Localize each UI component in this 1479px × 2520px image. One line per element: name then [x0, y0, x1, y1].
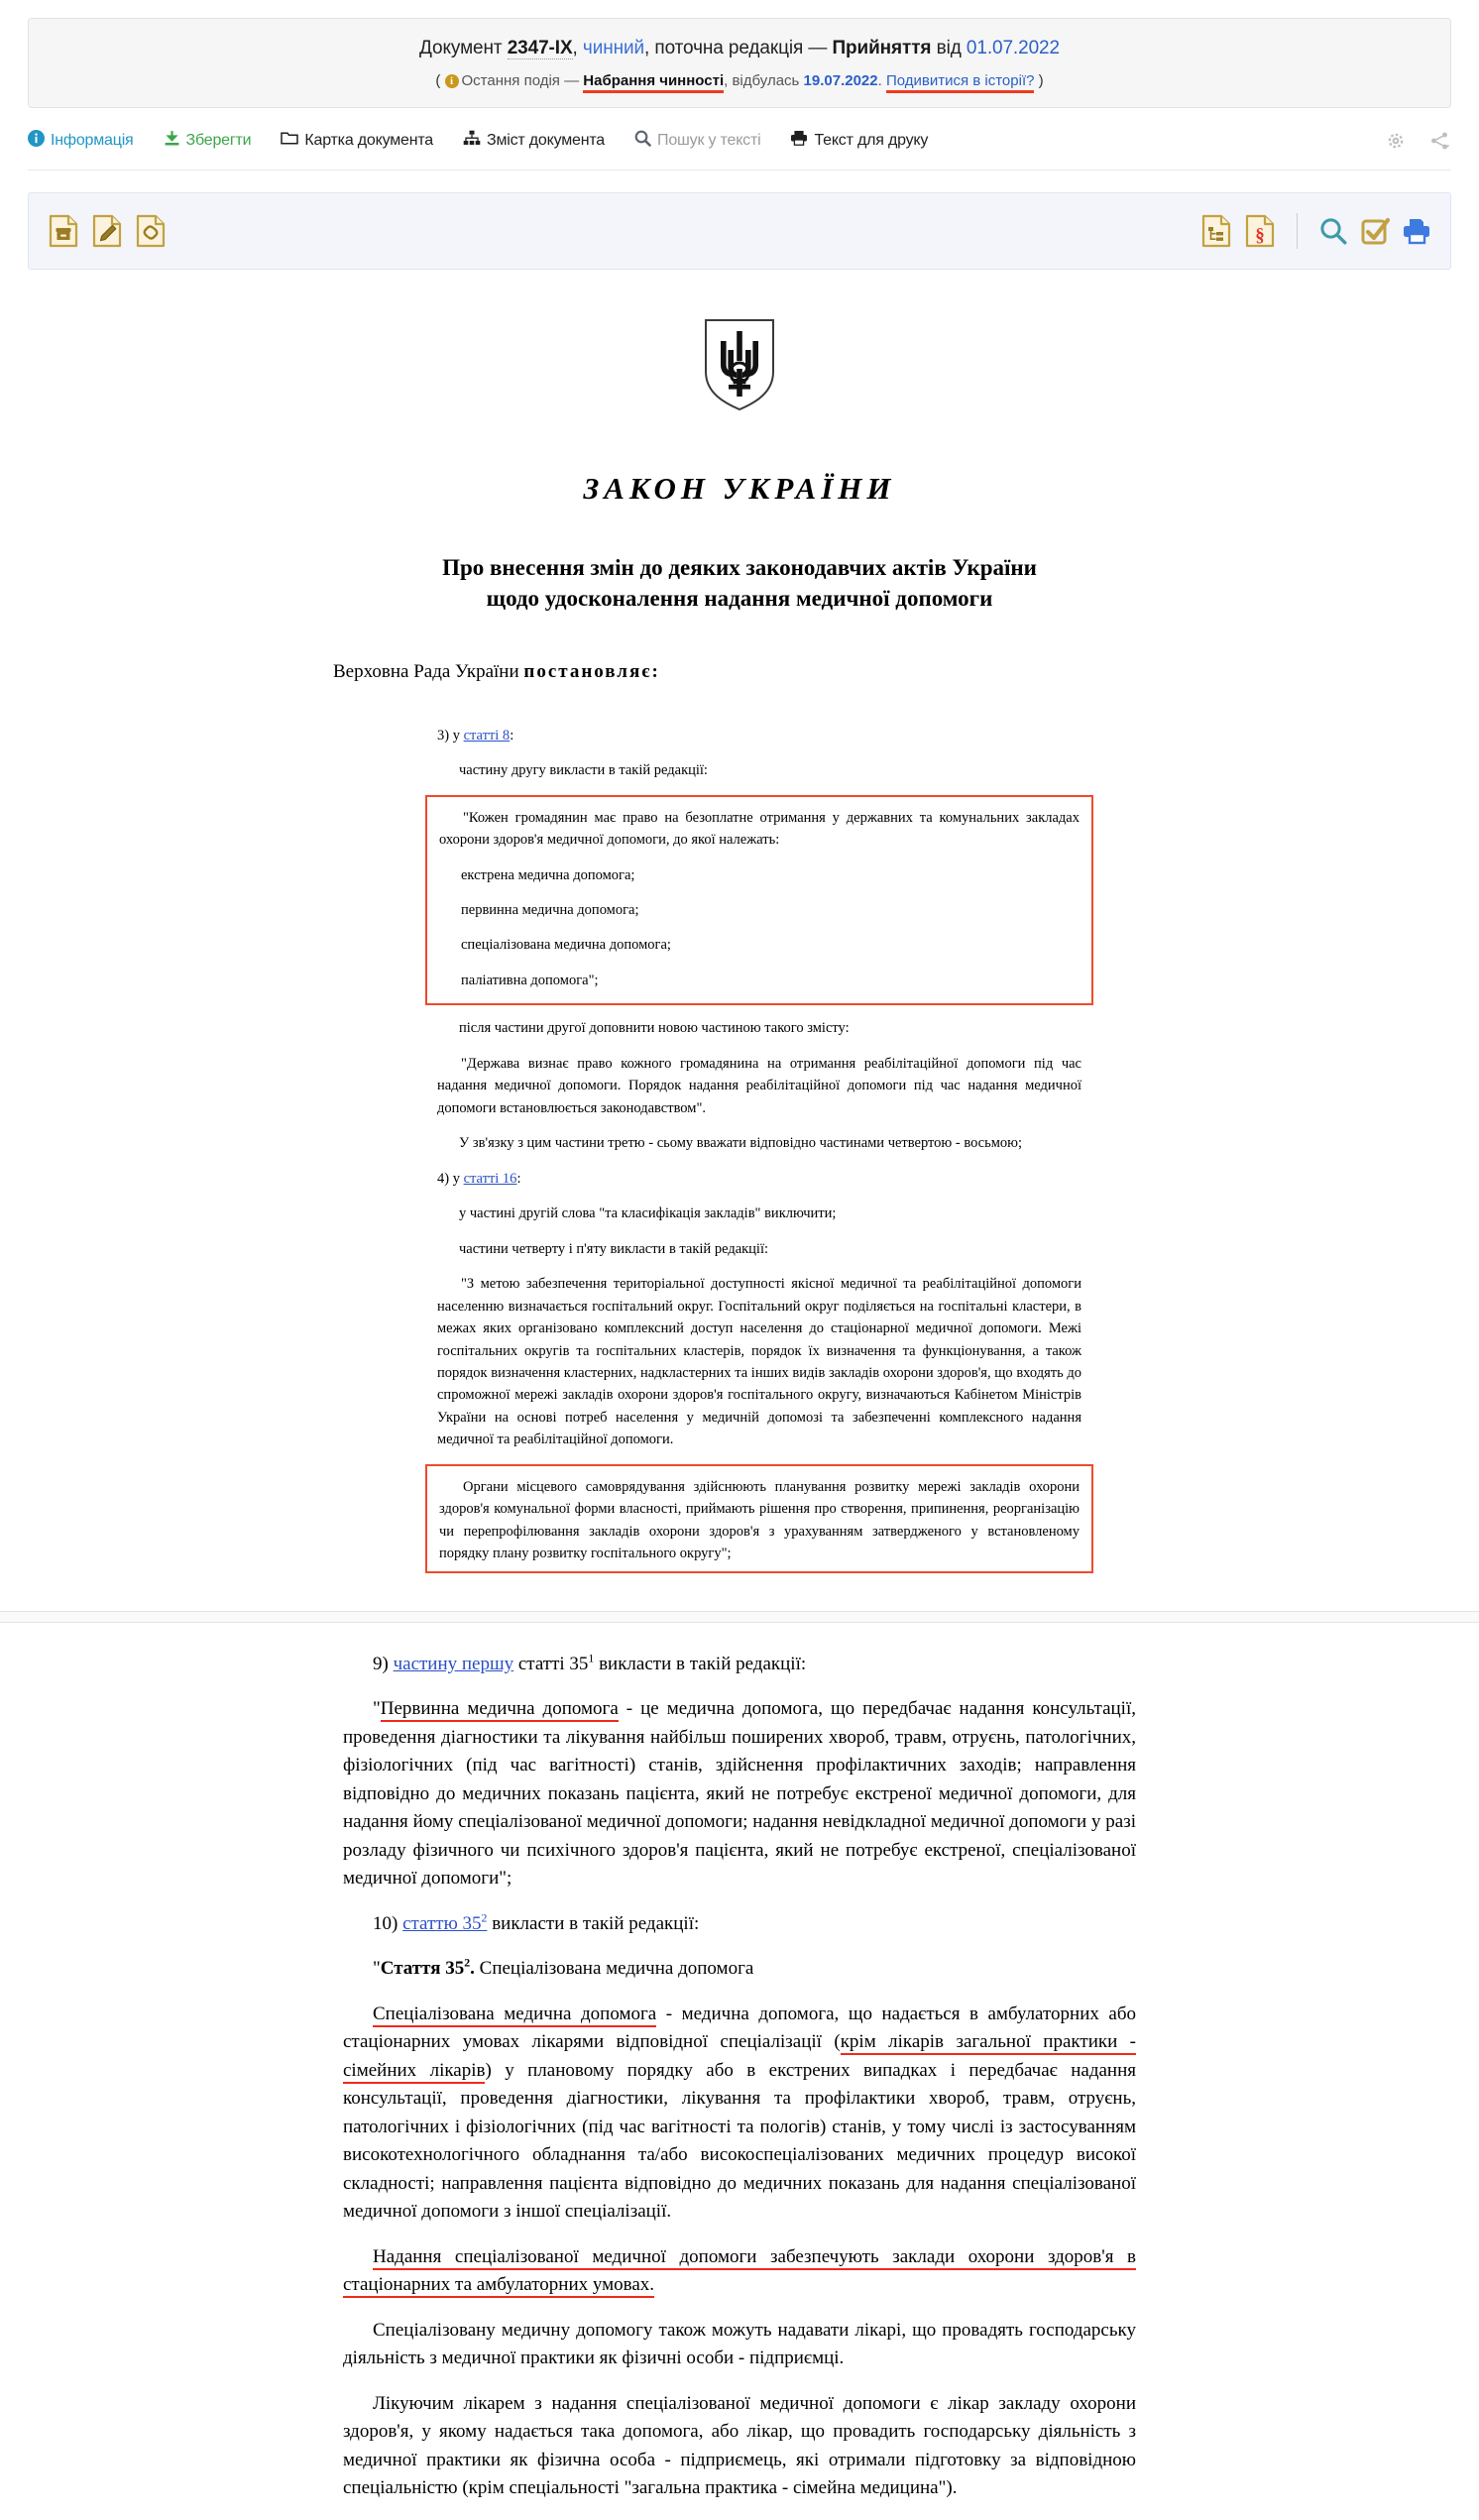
document-archive-icon[interactable] [47, 214, 80, 248]
item-10-prefix: 10) [373, 1912, 403, 1934]
article-number: Стаття 35 [380, 1958, 465, 1980]
document-toolbar [28, 130, 1451, 171]
iconbar-left-group [47, 214, 168, 248]
toolbar-item-label: Інформація [51, 131, 134, 149]
preamble-bold: постановляє: [523, 660, 660, 682]
toolbar-item-label: Пошук у тексті [657, 131, 761, 149]
document-structure-icon[interactable] [1199, 214, 1233, 248]
toolbar-item-label: Картка документа [304, 131, 433, 149]
link-article-16[interactable]: статті 16 [463, 1170, 517, 1187]
folder-icon [281, 130, 298, 151]
view-history-link[interactable]: Подивитися в історії? [886, 72, 1035, 93]
link-article-8[interactable]: статті 8 [463, 727, 511, 744]
period: . [877, 71, 886, 89]
boxed-paragraph: паліативна допомога"; [461, 972, 599, 988]
page-title: ЗАКОН УКРАЇНИ [583, 470, 896, 506]
item-9-superscript: 1 [588, 1652, 595, 1665]
toolbar-item-document-card[interactable] [281, 130, 433, 151]
preamble [333, 661, 1479, 683]
item-10-suffix: викласти в такій редакції: [487, 1912, 700, 1934]
wide-column-wrapper [0, 1623, 1479, 2520]
law-subtitle-line2: щодо удосконалення надання медичної допомоги [486, 585, 993, 611]
document-edit-icon[interactable] [90, 214, 124, 248]
item-9-prefix: 9) [373, 1653, 394, 1674]
toolbar-item-save[interactable] [164, 130, 252, 152]
document-page [0, 18, 1479, 2520]
renumber-paragraph: У зв'язку з цим частини третю - сьому вважати відповідно частинами четвертою - восьмою; [459, 1135, 1023, 1152]
law-document [0, 270, 1479, 2520]
item-3-heading [437, 725, 1081, 746]
printer-icon [790, 130, 808, 151]
article-35-2-heading [343, 1955, 1136, 1984]
toolbar-item-search-in-text[interactable] [634, 130, 760, 152]
checkbox-checked-icon[interactable] [1359, 215, 1391, 247]
document-status-banner [28, 18, 1451, 108]
status-middle: , поточна редакція — [644, 38, 833, 58]
after-part-two-note: після частини другої доповнити новою частиною такого змісту: [459, 1020, 850, 1037]
printer-icon[interactable] [1401, 215, 1432, 247]
iconbar-right-group [1199, 213, 1432, 249]
article-title: Спеціалізована медична допомога [479, 1958, 754, 1980]
link-article-35-2-superscript: 2 [481, 1911, 488, 1925]
boxed-paragraph: екстрена медична допомога; [461, 866, 635, 883]
highlight-box-local-government [425, 1464, 1093, 1573]
item-3-suffix: : [510, 727, 514, 744]
page-separator [0, 1611, 1479, 1623]
gear-icon[interactable] [1386, 131, 1406, 151]
edit-part-two-note: частину другу викласти в такій редакції: [459, 762, 708, 779]
happened-label: , відбулась [724, 71, 804, 89]
search-icon [634, 130, 651, 152]
law-subtitle [373, 552, 1106, 614]
info-icon: i [445, 74, 459, 88]
toolbar-item-table-of-contents[interactable] [463, 130, 605, 151]
status-from: від [931, 38, 967, 58]
sitemap-icon [463, 130, 481, 151]
status-prefix: Документ [419, 38, 508, 58]
specialized-care-definition [343, 2001, 1136, 2227]
item-4-heading [437, 1168, 1081, 1190]
provision-facilities-paragraph [343, 2243, 1136, 2300]
toolbar-item-information[interactable] [28, 130, 134, 152]
highlight-box-part-two [425, 795, 1093, 1006]
status-edition-date: 01.07.2022 [966, 38, 1060, 58]
toolbar-item-printable-text[interactable] [790, 130, 928, 151]
specialized-care-exception: крім лікарів загальної практики - сімейних лікарів [343, 2031, 1136, 2084]
toolbar-right-group [1386, 131, 1451, 151]
preamble-prefix: Верховна Рада України [333, 660, 524, 682]
state-recognizes-paragraph: "Держава визнає право кожного громадянина на отримання реабілітаційної допомоги під час надання медичної допомоги. Порядок надання реабілітаційної допомоги під час надання медичної допомоги встановлюється законодавством". [437, 1055, 1081, 1116]
last-event-label: Остання подія — [461, 71, 584, 89]
hospital-district-paragraph: "З метою забезпечення територіальної доступності якісної медичної та реабілітаційної допомоги населенню визначається госпітальний округ. Госпітальний округ поділяється на госпітальні кластери, в межах яких організовано комплексний доступ населення до стаціонарної медичної допомоги. Межі госпітальних округів та госпітальних кластерів, порядок їх визначення та функціонування, а також порядок визначення кластерних, надкластерних та інших видів закладів охорони здоров'я, що входять до спроможної мережі закладів охорони здоров'я госпітального округу, визначаються Кабінетом Міністрів України на основі потреб населення у медичній допомозі та забезпеченні комплексного надання медичної та реабілітаційної допомоги. [437, 1276, 1081, 1448]
last-event-name: Набрання чинності [583, 72, 724, 93]
paren-close: ) [1034, 71, 1044, 89]
local-government-paragraph: Органи місцевого самоврядування здійснюють планування розвитку мережі закладів охорони здоров'я комунальної форми власності, приймають рішення про створення, припинення, реорганізацію чи перепрофілювання закладів охорони здоров'я з урахуванням затвердженого у встановленому порядку плану розвитку госпітального округу"; [439, 1478, 1080, 1562]
link-part-one[interactable]: частину першу [393, 1653, 514, 1674]
provision-facilities-text: Надання спеціалізованої медичної допомоги забезпечують заклади охорони здоров'я в стаціонарних та амбулаторних умовах. [343, 2246, 1136, 2299]
document-link-icon[interactable] [134, 214, 168, 248]
item-4-prefix: 4) у [437, 1170, 464, 1187]
parts-four-five-paragraph: частини четверту і п'яту викласти в такій редакції: [459, 1240, 769, 1257]
narrow-column [437, 725, 1081, 1585]
document-paragraph-icon[interactable] [1243, 214, 1277, 248]
iconbar-divider [1297, 213, 1298, 249]
boxed-paragraph: первинна медична допомога; [461, 901, 639, 918]
boxed-paragraph: "Кожен громадянин має право на безоплатне отримання у державних та комунальних закладах охорони здоров'я медичної допомоги, до якої належать: [439, 809, 1080, 849]
status-validity: чинний [582, 38, 645, 58]
item-9-suffix: викласти в такій редакції: [594, 1653, 807, 1674]
article-number-superscript: 2 [464, 1956, 471, 1970]
share-icon[interactable] [1429, 131, 1451, 151]
item-4-suffix: : [516, 1170, 521, 1187]
link-article-35-2-text: статтю 35 [402, 1912, 482, 1934]
boxed-paragraph: спеціалізована медична допомога; [461, 937, 671, 954]
wide-column [343, 1623, 1136, 2520]
toolbar-item-label: Текст для друку [814, 131, 929, 149]
status-line-edition [39, 35, 1440, 62]
svg-text:§: § [1255, 224, 1265, 246]
link-article-35-2[interactable] [402, 1913, 487, 1934]
toolbar-item-label: Зберегти [185, 131, 252, 149]
status-line-last-event [39, 70, 1440, 91]
status-edition-type: Прийняття [832, 38, 932, 58]
toolbar-item-label: Зміст документа [487, 131, 606, 149]
status-comma: , [572, 38, 583, 58]
document-action-iconbar [28, 192, 1451, 270]
item-3-prefix: 3) у [437, 727, 464, 744]
primary-care-rest: - це медична допомога, що передбачає надання консультації, проведення діагностики та лікування найбільш поширених хвороб, травм, отруєнь, патологічних, фізіологічних (під час вагітності) станів, здійснення профілактичних заходів; направлення відповідно до медичних показань пацієнта, який не потребує екстреної медичної допомоги, для надання йому спеціалізованої медичної допомоги; надання невідкладної медичної допомоги у разі розладу фізичного чи психічного здоров'я пацієнта, який не потребує екстреної, спеціалізованої медичної допомоги"; [343, 1698, 1136, 1890]
treating-doctor-paragraph: Лікуючим лікарем з надання спеціалізованої медичної допомоги є лікар закладу охорони здоров'я, у якому надається така допомога, або лікар, що провадить господарську діяльність з медичної практики як фізична особа - підприємець, які отримали підготовку за відповідною спеціальністю (крім спеціальності "загальна практика - сімейна медицина"). [343, 2392, 1136, 2499]
download-icon [164, 130, 180, 152]
also-provided-paragraph: Спеціалізовану медичну допомогу також можуть надавати лікарі, що провадять господарську діяльність з медичної практики як фізичні особи - підприємці. [343, 2319, 1136, 2369]
specialized-care-mid: - медична допомога, що надається в амбулаторних або стаціонарних умовах лікарями відповідної спеціалізації ( [343, 2003, 1137, 2053]
narrow-column-wrapper [0, 683, 1479, 1585]
info-icon [28, 130, 45, 152]
ukraine-coat-of-arms-icon [0, 317, 1479, 417]
document-number: 2347-IX [507, 38, 573, 58]
item-9-heading [343, 1651, 1136, 1679]
article-dot: . [470, 1958, 480, 1980]
primary-care-definition [343, 1695, 1136, 1893]
search-icon[interactable] [1317, 215, 1349, 247]
specialized-care-rest: ) у плановому порядку або в екстрених випадках і передбачає надання консультації, проведення діагностики, лікування та профілактики хвороб, травм, отруєнь, патологічних і фізіологічних (під час вагітності та пологів) станів, у тому числі із застосуванням високотехнологічного обладнання та/або високоспеціалізованих медичних процедур високої складності; направлення пацієнта відповідно до медичних показань для надання спеціалізованої медичної допомоги з іншої спеціалізації. [343, 2059, 1137, 2223]
specialized-care-term: Спеціалізована медична допомога [373, 2004, 656, 2027]
law-subtitle-line1: Про внесення змін до деяких законодавчих актів України [442, 554, 1037, 580]
quote-open: " [373, 1698, 381, 1720]
paren-open: ( [435, 71, 445, 89]
item-10-heading [343, 1910, 1136, 1939]
primary-care-term: Первинна медична допомога [381, 1698, 619, 1722]
article-quote-open: " [373, 1958, 381, 1980]
exclude-words-paragraph: у частині другій слова "та класифікація закладів" виключити; [459, 1205, 837, 1222]
item-9-mid: статті 35 [513, 1653, 589, 1674]
last-event-date: 19.07.2022 [803, 71, 878, 89]
